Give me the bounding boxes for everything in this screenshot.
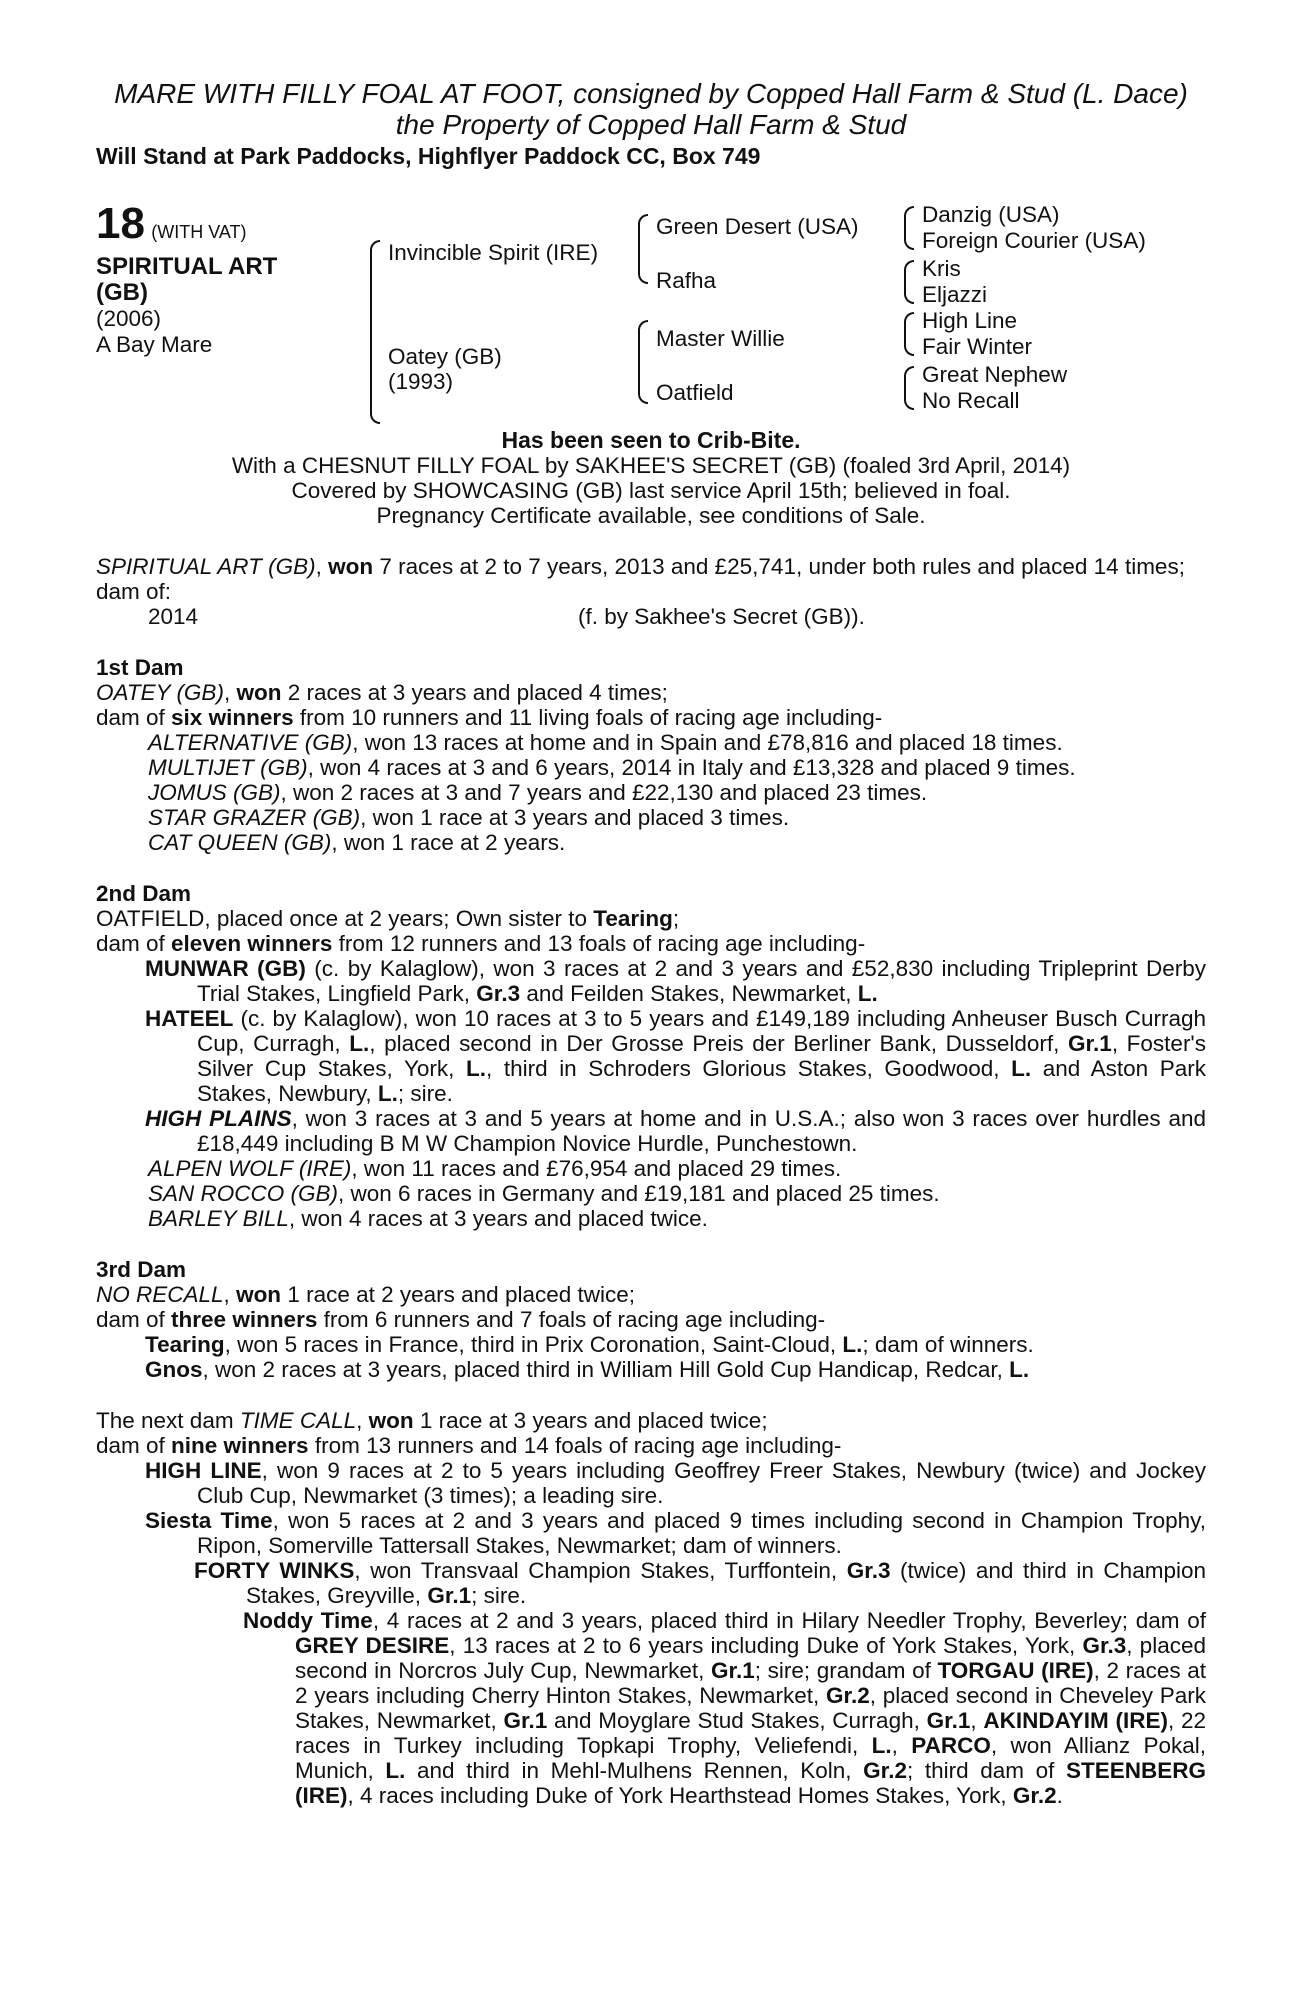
pedigree-ddd: No Recall bbox=[922, 388, 1020, 413]
mare-dam-of: dam of: bbox=[96, 579, 172, 604]
dam-of-label: dam of bbox=[96, 705, 172, 730]
produce-name: Noddy Time bbox=[243, 1608, 373, 1633]
dam-of-label: dam of bbox=[96, 1433, 172, 1458]
produce-name: HATEEL bbox=[145, 1006, 234, 1031]
produce-name: CAT QUEEN (GB) bbox=[148, 830, 332, 855]
produce-text: ; sire; grandam of bbox=[754, 1658, 938, 1683]
pedigree-dds: Great Nephew bbox=[922, 362, 1068, 387]
lot-number: 18 bbox=[96, 199, 145, 248]
list-item bbox=[148, 1156, 1206, 1181]
next-dam-record: The next dam TIME CALL, won 1 race at 3 years and placed twice; bbox=[96, 1408, 768, 1433]
pedigree-block bbox=[96, 200, 1206, 428]
list-item bbox=[148, 1206, 1206, 1231]
produce-text: and Moyglare Stud Stakes, Curragh, bbox=[547, 1708, 927, 1733]
crib-bite-note: Has been seen to Crib-Bite. bbox=[501, 427, 801, 453]
consignment-heading: MARE WITH FILLY FOAL AT FOOT, consigned by Copped Hall Farm & Stud (L. Dace) bbox=[114, 78, 1188, 109]
stand-location: Will Stand at Park Paddocks, Highflyer Paddock CC, Box 749 bbox=[96, 143, 761, 169]
catalogue-page bbox=[96, 78, 1206, 1808]
pedigree-brace bbox=[370, 240, 380, 424]
produce-name: Gnos bbox=[145, 1357, 203, 1382]
produce-name: FORTY WINKS bbox=[194, 1558, 355, 1583]
winners-count: eleven winners bbox=[171, 931, 333, 956]
list-item bbox=[148, 1181, 1206, 1206]
produce-text: , bbox=[891, 1733, 912, 1758]
produce-name: Tearing bbox=[145, 1332, 225, 1357]
second-dam-produce-summary bbox=[96, 931, 1206, 956]
pedigree-ss: Green Desert (USA) bbox=[656, 214, 859, 239]
produce-text: , won 2 races at 3 years, placed third in William Hill Gold Cup Handicap, Redcar, bbox=[202, 1357, 1010, 1382]
won-label: won bbox=[236, 1282, 282, 1307]
pedigree-sds: Kris bbox=[922, 256, 961, 281]
race-grade: Gr.1 bbox=[427, 1583, 472, 1608]
second-dam-others bbox=[96, 1156, 1206, 1231]
pedigree-brace bbox=[904, 206, 914, 250]
race-grade: Gr.2 bbox=[863, 1758, 907, 1783]
produce-text: , bbox=[970, 1708, 984, 1733]
list-item bbox=[148, 830, 1206, 855]
race-grade: Gr.1 bbox=[503, 1708, 548, 1733]
pedigree-sdd: Eljazzi bbox=[922, 282, 988, 307]
won-label: won bbox=[236, 680, 282, 705]
dam-of-text: from 10 runners and 11 living foals of racing age including- bbox=[293, 705, 883, 730]
foal-note: With a CHESNUT FILLY FOAL by SAKHEE'S SECRET (GB) (foaled 3rd April, 2014) bbox=[231, 453, 1071, 478]
horse-description: A Bay Mare bbox=[96, 332, 213, 357]
list-item bbox=[96, 1357, 1206, 1382]
produce-year: 2014 bbox=[148, 604, 199, 629]
property-line: the Property of Copped Hall Farm & Stud bbox=[395, 109, 907, 140]
race-grade: L. bbox=[1011, 1056, 1032, 1081]
race-grade: L. bbox=[871, 1733, 892, 1758]
produce-text: , won 1 race at 3 years and placed 3 times. bbox=[360, 805, 790, 830]
produce-name: HIGH LINE bbox=[145, 1458, 262, 1483]
first-dam-name: OATEY (GB) bbox=[96, 680, 224, 705]
dam-of-text: from 12 runners and 13 foals of racing age including- bbox=[332, 931, 866, 956]
pedigree-sd: Rafha bbox=[656, 268, 717, 293]
dam-of-label: dam of bbox=[96, 931, 172, 956]
produce-text: , won Transvaal Champion Stakes, Turffontein, bbox=[354, 1558, 847, 1583]
produce-text: and third in Mehl-Mulhens Rennen, Koln, bbox=[405, 1758, 864, 1783]
dam-of-text: from 6 runners and 7 foals of racing age including- bbox=[317, 1307, 826, 1332]
race-grade: L. bbox=[857, 981, 878, 1006]
produce-name: AKINDAYIM (IRE) bbox=[983, 1708, 1168, 1733]
next-dam-record-text: 1 race at 3 years and placed twice; bbox=[413, 1408, 768, 1433]
produce-text: , won 6 races in Germany and £19,181 and placed 25 times. bbox=[338, 1181, 940, 1206]
produce-description: (f. by Sakhee's Secret (GB)). bbox=[578, 604, 865, 629]
third-dam-produce-summary bbox=[96, 1307, 1206, 1332]
list-item bbox=[96, 1458, 1206, 1508]
dam-of-text: from 13 runners and 14 foals of racing age including- bbox=[308, 1433, 842, 1458]
second-dam-record bbox=[96, 906, 1206, 931]
produce-text: and Feilden Stakes, Newmarket, bbox=[520, 981, 858, 1006]
produce-text: , 13 races at 2 to 6 years including Duke of York Stakes, York, bbox=[449, 1633, 1083, 1658]
produce-name: Siesta Time bbox=[145, 1508, 273, 1533]
produce-name: ALTERNATIVE (GB) bbox=[148, 730, 353, 755]
produce-name: STAR GRAZER (GB) bbox=[148, 805, 361, 830]
race-grade: Gr.1 bbox=[710, 1658, 755, 1683]
won-label: won bbox=[328, 554, 374, 579]
race-grade: Gr.1 bbox=[926, 1708, 971, 1733]
race-grade: L. bbox=[385, 1758, 406, 1783]
produce-text: . bbox=[1056, 1783, 1063, 1808]
produce-text: , won 2 races at 3 and 7 years and £22,130 and placed 23 times. bbox=[280, 780, 928, 805]
produce-text: ; sire. bbox=[397, 1081, 453, 1106]
first-dam-record-text: 2 races at 3 years and placed 4 times; bbox=[281, 680, 668, 705]
next-dam-produce-summary bbox=[96, 1433, 1206, 1458]
third-dam-name: NO RECALL bbox=[96, 1282, 224, 1307]
pedigree-dsd: Fair Winter bbox=[922, 334, 1033, 359]
race-grade: Gr.3 bbox=[476, 981, 521, 1006]
produce-text: (c. by Kalaglow), won 10 races at 3 to 5 years and £149,189 including Anheuser Busch Curragh Cup, Curragh, bbox=[197, 1006, 1206, 1056]
pedigree-brace bbox=[904, 366, 914, 410]
produce-text: , won 3 races at 3 and 5 years at home and in U.S.A.; also won 3 races over hurdles and £18,449 including B M W Champion Novice Hurdle, Punchestown. bbox=[197, 1106, 1207, 1156]
covered-note: Covered by SHOWCASING (GB) last service April 15th; believed in foal. bbox=[291, 478, 1011, 503]
second-dam-heading: 2nd Dam bbox=[96, 881, 192, 906]
second-dam-text: OATFIELD, placed once at 2 years; Own sister to bbox=[96, 906, 594, 931]
race-grade: L. bbox=[842, 1332, 863, 1357]
list-item bbox=[96, 1106, 1206, 1156]
pedigree-dss: High Line bbox=[922, 308, 1018, 333]
list-item bbox=[148, 780, 1206, 805]
list-item bbox=[96, 1332, 1206, 1357]
vat-note: (WITH VAT) bbox=[151, 222, 247, 242]
punct: ; bbox=[672, 906, 680, 931]
produce-text: , placed second in Cheveley Park Stakes, Newmarket, bbox=[295, 1683, 1206, 1733]
pedigree-brace bbox=[638, 320, 648, 404]
list-item bbox=[148, 755, 1206, 780]
winners-count: three winners bbox=[171, 1307, 318, 1332]
first-dam-record: OATEY (GB), won 2 races at 3 years and placed 4 times; bbox=[96, 680, 668, 705]
next-dam-intro: The next dam bbox=[96, 1408, 240, 1433]
produce-text: , 4 races including Duke of York Hearthstead Homes Stakes, York, bbox=[347, 1783, 1013, 1808]
produce-text: ; dam of winners. bbox=[862, 1332, 1034, 1357]
third-dam-heading: 3rd Dam bbox=[96, 1257, 187, 1282]
produce-text: , placed second in Norcros July Cup, Newmarket, bbox=[295, 1633, 1206, 1683]
produce-text: , won 13 races at home and in Spain and £78,816 and placed 18 times. bbox=[352, 730, 1063, 755]
horse-country: (GB) bbox=[96, 279, 148, 306]
produce-text: ; sire. bbox=[471, 1583, 527, 1608]
produce-text: , won Allianz Pokal, Munich, bbox=[295, 1733, 1206, 1783]
race-grade: Gr.2 bbox=[1012, 1783, 1057, 1808]
produce-text: , placed second in Der Grosse Preis der Berliner Bank, Dusseldorf, bbox=[369, 1031, 1069, 1056]
pedigree-sire: Invincible Spirit (IRE) bbox=[388, 240, 599, 265]
next-dam-name: TIME CALL bbox=[239, 1408, 357, 1433]
produce-text: , won 5 races in France, third in Prix Coronation, Saint-Cloud, bbox=[224, 1332, 843, 1357]
pedigree-dam: Oatey (GB) bbox=[388, 344, 502, 369]
pregnancy-note: Pregnancy Certificate available, see conditions of Sale. bbox=[376, 503, 926, 528]
produce-name: HIGH PLAINS bbox=[145, 1106, 292, 1131]
horse-name: SPIRITUAL ART bbox=[96, 253, 278, 280]
produce-name: MUNWAR (GB) bbox=[145, 956, 306, 981]
produce-name: MULTIJET (GB) bbox=[148, 755, 308, 780]
list-item bbox=[96, 1558, 1206, 1608]
first-dam-produce-list bbox=[96, 730, 1206, 855]
winners-count: six winners bbox=[171, 705, 294, 730]
produce-text: , Foster's Silver Cup Stakes, York, bbox=[197, 1031, 1206, 1081]
produce-name: PARCO bbox=[911, 1733, 991, 1758]
produce-text: ; third dam of bbox=[906, 1758, 1066, 1783]
first-dam-heading: 1st Dam bbox=[96, 655, 184, 680]
produce-text: , won 1 race at 2 years. bbox=[331, 830, 566, 855]
race-grade: L. bbox=[377, 1081, 398, 1106]
list-item bbox=[96, 1608, 1206, 1808]
winners-count: nine winners bbox=[171, 1433, 309, 1458]
pedigree-dam-year: (1993) bbox=[388, 369, 454, 394]
pedigree-sss: Danzig (USA) bbox=[922, 202, 1060, 227]
produce-text: and Aston Park Stakes, Newbury, bbox=[197, 1056, 1206, 1106]
won-label: won bbox=[368, 1408, 414, 1433]
mare-record-text: 7 races at 2 to 7 years, 2013 and £25,741, under both rules and placed 14 times; bbox=[373, 554, 1185, 579]
produce-name: TORGAU (IRE) bbox=[937, 1658, 1094, 1683]
race-grade: L. bbox=[1009, 1357, 1030, 1382]
produce-name: SAN ROCCO (GB) bbox=[148, 1181, 339, 1206]
pedigree-brace bbox=[638, 214, 648, 284]
lot-number-line bbox=[96, 200, 247, 248]
produce-name: GREY DESIRE bbox=[295, 1633, 450, 1658]
horse-year: (2006) bbox=[96, 306, 162, 331]
produce-text: , 4 races at 2 and 3 years, placed third in Hilary Needler Trophy, Beverley; dam of bbox=[372, 1608, 1206, 1633]
produce-text: (twice) and third in Champion Stakes, Greyville, bbox=[246, 1558, 1206, 1608]
produce-name: BARLEY BILL bbox=[148, 1206, 289, 1231]
produce-text: , won 11 races and £76,954 and placed 29 times. bbox=[351, 1156, 842, 1181]
race-grade: Gr.2 bbox=[825, 1683, 870, 1708]
produce-text: , won 4 races at 3 and 6 years, 2014 in Italy and £13,328 and placed 9 times. bbox=[307, 755, 1076, 780]
produce-name: ALPEN WOLF (IRE) bbox=[148, 1156, 352, 1181]
produce-name: STEENBERG (IRE) bbox=[295, 1758, 1206, 1808]
dam-of-label: dam of bbox=[96, 1307, 172, 1332]
list-item bbox=[148, 730, 1206, 755]
produce-text: , third in Schroders Glorious Stakes, Goodwood, bbox=[485, 1056, 1012, 1081]
produce-row bbox=[96, 604, 1206, 629]
race-grade: Gr.3 bbox=[846, 1558, 891, 1583]
mare-name: SPIRITUAL ART (GB) bbox=[96, 554, 316, 579]
pedigree-brace bbox=[904, 260, 914, 304]
race-grade: Gr.3 bbox=[1082, 1633, 1127, 1658]
pedigree-brace bbox=[904, 312, 914, 356]
race-grade: Gr.1 bbox=[1068, 1031, 1112, 1056]
produce-text: , won 9 races at 2 to 5 years including Geoffrey Freer Stakes, Newbury (twice) and Jockey Club Cup, Newmarket (3 times); a leading sire. bbox=[197, 1458, 1206, 1508]
produce-name: JOMUS (GB) bbox=[148, 780, 281, 805]
list-item bbox=[96, 1508, 1206, 1558]
third-dam-record-text: 1 race at 2 years and placed twice; bbox=[281, 1282, 636, 1307]
list-item bbox=[96, 1006, 1206, 1106]
produce-text: , won 5 races at 2 and 3 years and placed 9 times including second in Champion Trophy, Ripon, Somerville Tattersall Stakes, Newmarket; dam of winners. bbox=[197, 1508, 1206, 1558]
list-item bbox=[148, 805, 1206, 830]
first-dam-produce-summary bbox=[96, 705, 1206, 730]
produce-text: , 22 races in Turkey including Topkapi Trophy, Veliefendi, bbox=[295, 1708, 1206, 1758]
race-grade: L. bbox=[349, 1031, 370, 1056]
pedigree-ssd: Foreign Courier (USA) bbox=[922, 228, 1146, 253]
pedigree-ds: Master Willie bbox=[656, 326, 785, 351]
list-item bbox=[96, 956, 1206, 1006]
produce-text: , won 4 races at 3 years and placed twice. bbox=[288, 1206, 708, 1231]
pedigree-dd: Oatfield bbox=[656, 380, 734, 405]
sister-name: Tearing bbox=[593, 906, 673, 931]
mare-record: SPIRITUAL ART (GB), won 7 races at 2 to 7 years, 2013 and £25,741, under both rules and placed 14 times; bbox=[96, 554, 1185, 579]
race-grade: L. bbox=[465, 1056, 486, 1081]
produce-text: , 2 races at 2 years including Cherry Hinton Stakes, Newmarket, bbox=[295, 1658, 1206, 1708]
produce-text: (c. by Kalaglow), won 3 races at 2 and 3 years and £52,830 including Tripleprint Derby Trial Stakes, Lingfield Park, bbox=[197, 956, 1206, 1006]
third-dam-record: NO RECALL, won 1 race at 2 years and placed twice; bbox=[96, 1282, 636, 1307]
